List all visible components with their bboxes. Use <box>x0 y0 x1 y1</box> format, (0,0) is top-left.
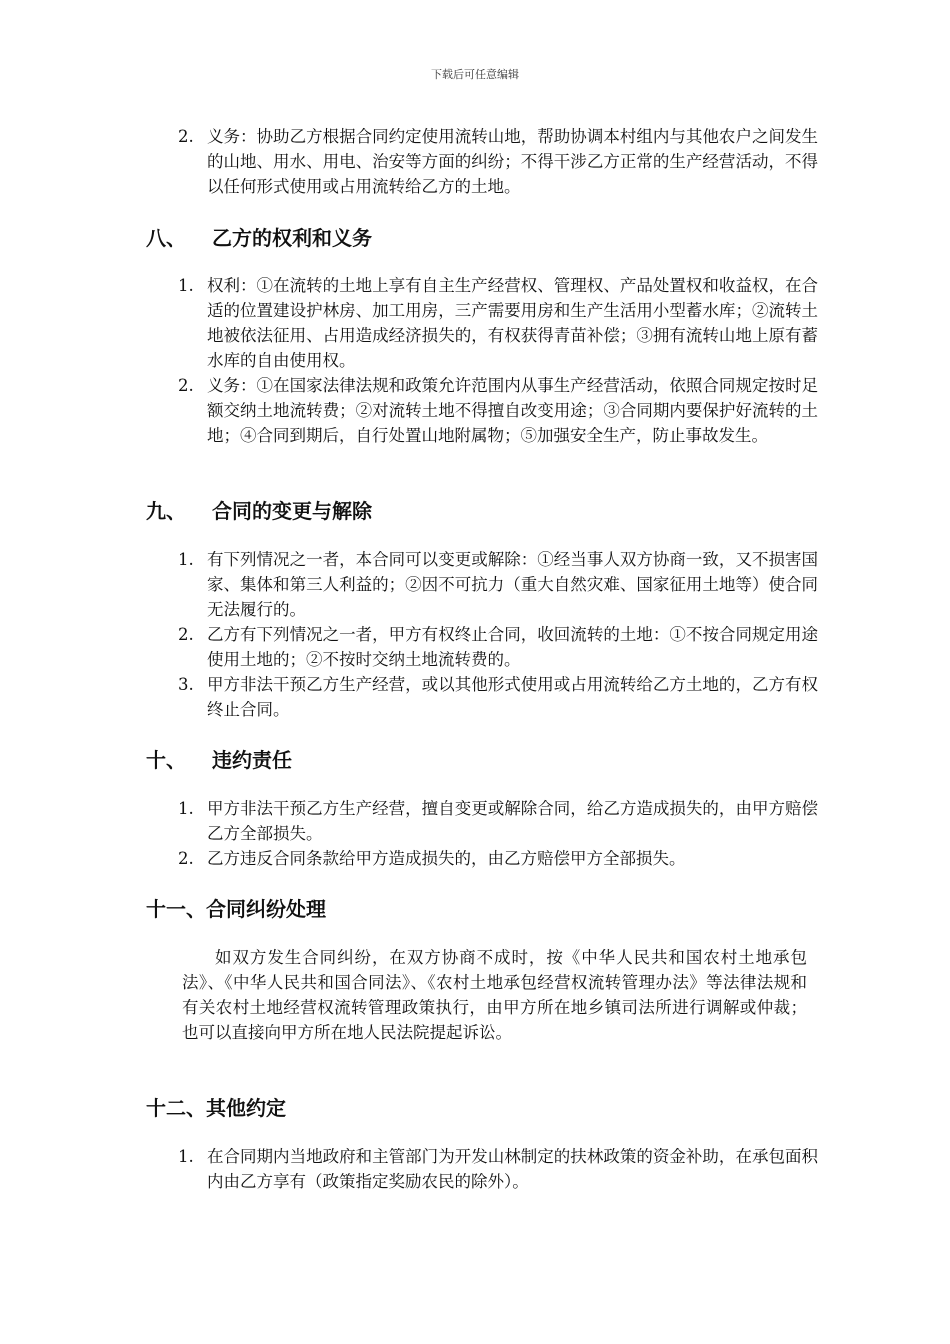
item-number: 2. <box>178 127 194 146</box>
section-heading <box>146 1095 286 1121</box>
item-number: 3. <box>178 675 194 694</box>
header-watermark: 下载后可任意编辑 <box>431 68 519 81</box>
item-text: 乙方违反合同条款给甲方造成损失的，由乙方赔偿甲方全部损失。 <box>207 849 686 868</box>
section-number: 八、 <box>146 226 186 250</box>
item-text: 乙方有下列情况之一者，甲方有权终止合同，收回流转的土地：①不按合同规定用途使用土地的；②不按时交纳土地流转费的。 <box>207 625 818 669</box>
list-item <box>178 547 818 622</box>
section-number: 十、 <box>146 748 186 772</box>
list-item <box>178 622 818 672</box>
item-text: 义务：协助乙方根据合同约定使用流转山地，帮助协调本村组内与其他农户之间发生的山地、用水、用电、治安等方面的纠纷；不得干涉乙方正常的生产经营活动，不得以任何形式使用或占用流转给乙方的土地。 <box>207 127 818 196</box>
list-item <box>178 124 818 199</box>
item-number: 1. <box>178 799 194 818</box>
item-number: 2. <box>178 849 194 868</box>
section-paragraph: 如双方发生合同纠纷，在双方协商不成时，按《中华人民共和国农村土地承包法》、《中华人民共和国合同法》、《农村土地承包经营权流转管理办法》等法律法规和有关农村土地经营权流转管理政策执行，由甲方所在地乡镇司法所进行调解或仲裁；也可以直接向甲方所在地人民法院提起诉讼。 <box>182 948 807 1042</box>
item-number: 1. <box>178 1147 194 1166</box>
list-item <box>178 373 818 448</box>
section-heading <box>146 498 372 524</box>
item-text: 在合同期内当地政府和主管部门为开发山林制定的扶林政策的资金补助，在承包面积内由乙方享有（政策指定奖励农民的除外）。 <box>207 1147 818 1191</box>
item-text: 甲方非法干预乙方生产经营，或以其他形式使用或占用流转给乙方土地的，乙方有权终止合同。 <box>207 675 818 719</box>
list-item <box>178 1144 818 1194</box>
item-number: 1. <box>178 276 194 295</box>
item-text: 甲方非法干预乙方生产经营，擅自变更或解除合同，给乙方造成损失的，由甲方赔偿乙方全部损失。 <box>207 799 818 843</box>
section-heading <box>146 896 326 922</box>
section-title: 十二、其他约定 <box>146 1096 286 1120</box>
item-number: 2. <box>178 625 194 644</box>
section-heading <box>146 747 292 773</box>
list-item <box>178 796 818 846</box>
section-number: 九、 <box>146 499 186 523</box>
item-text: 权利：①在流转的土地上享有自主生产经营权、管理权、产品处置权和收益权，在合适的位置建设护林房、加工用房，三产需要用房和生产生活用小型蓄水库；②流转土地被依法征用、占用造成经济损失的，有权获得青苗补偿；③拥有流转山地上原有蓄水库的自由使用权。 <box>207 276 818 370</box>
section-title: 乙方的权利和义务 <box>212 226 372 250</box>
list-item <box>178 672 818 722</box>
section-heading <box>146 225 372 251</box>
item-number: 2. <box>178 376 194 395</box>
item-text: 义务：①在国家法律法规和政策允许范围内从事生产经营活动，依照合同规定按时足额交纳土地流转费；②对流转土地不得擅自改变用途；③合同期内要保护好流转的土地；④合同到期后，自行处置山地附属物；⑤加强安全生产，防止事故发生。 <box>207 376 818 445</box>
list-item <box>178 846 818 871</box>
section-title: 十一、合同纠纷处理 <box>146 897 326 921</box>
list-item <box>178 273 818 373</box>
item-text: 有下列情况之一者，本合同可以变更或解除：①经当事人双方协商一致，又不损害国家、集体和第三人利益的；②因不可抗力（重大自然灾难、国家征用土地等）使合同无法履行的。 <box>207 550 818 619</box>
section-title: 违约责任 <box>212 748 292 772</box>
section-title: 合同的变更与解除 <box>212 499 372 523</box>
item-number: 1. <box>178 550 194 569</box>
